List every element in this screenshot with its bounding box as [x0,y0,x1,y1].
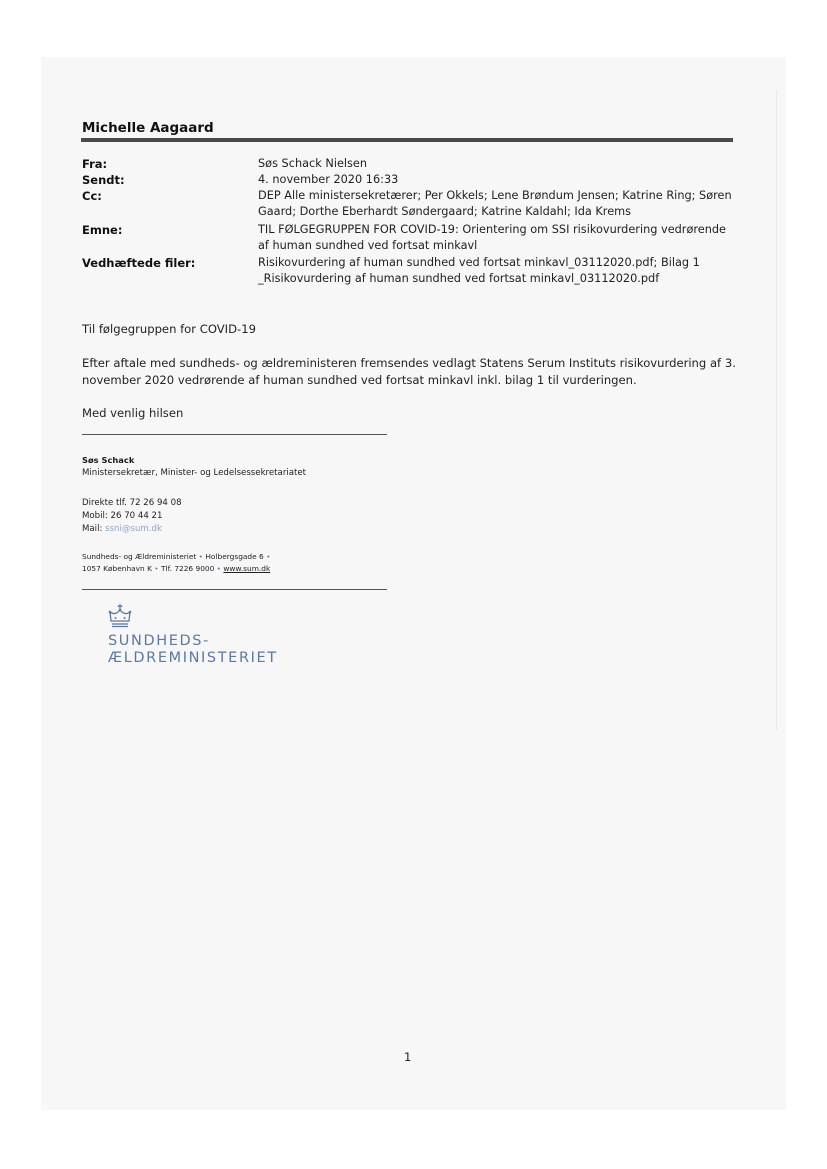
ministry-phone: Tlf. 7226 9000 [161,564,215,573]
signature-phone-mobile: Mobil: 26 70 44 21 [82,511,163,521]
sent-label: Sendt: [82,173,125,187]
street-address: Holbergsgade 6 [205,552,264,561]
bullet-icon: • [266,552,271,561]
attachments-label: Vedhæftede filer: [82,256,196,270]
logo-line-1: SUNDHEDS- [108,633,210,649]
signature-separator-bottom [82,589,387,590]
attachments-value-line-1: Risikovurdering af human sundhed ved fortsat minkavl_03112020.pdf; Bilag 1 [258,256,700,269]
scan-edge-line [776,90,777,730]
signature-title: Ministersekretær, Minister- og Ledelsessekretariatet [82,468,307,478]
cc-value-line-1: DEP Alle ministersekretærer; Per Okkels; Lene Brøndum Jensen; Katrine Ring; Søren [258,189,732,202]
from-label: Fra: [82,157,108,171]
bullet-icon: • [154,564,159,573]
signature-mail-label: Mail: [82,524,103,534]
title-rule [81,138,733,142]
subject-value-line-1: TIL FØLGEGRUPPEN FOR COVID-19: Orientering om SSI risikovurdering vedrørende [258,223,726,236]
from-value: Søs Schack Nielsen [258,157,368,170]
closing: Med venlig hilsen [82,406,184,420]
signature-address-line-1 [82,551,270,563]
subject-value-line-2: af human sundhed ved fortsat minkavl [258,239,478,252]
ministry-name: Sundheds- og Ældreministeriet [82,552,197,561]
body-paragraph-line-2: november 2020 vedrørende af human sundhed ved fortsat minkavl inkl. bilag 1 til vurderingen. [82,373,637,387]
bullet-icon: • [216,564,222,573]
signature-separator-top [82,434,387,435]
signature-address-line-2 [82,563,270,575]
document-owner-name: Michelle Aagaard [82,120,214,136]
cc-label: Cc: [82,189,102,203]
subject-label: Emne: [82,223,123,237]
website-link[interactable]: www.sum.dk [223,564,271,573]
sent-value: 4. november 2020 16:33 [258,173,399,186]
signature-name: Søs Schack [82,455,135,465]
page-number: 1 [404,1050,412,1064]
signature-mail [82,523,162,536]
bullet-icon: • [198,552,204,561]
attachments-value-line-2: _Risikovurdering af human sundhed ved fortsat minkavl_03112020.pdf [258,272,660,285]
cc-value-line-2: Gaard; Dorthe Eberhardt Søndergaard; Katrine Kaldahl; Ida Krems [258,205,632,218]
signature-mail-link[interactable]: ssni@sum.dk [105,524,162,534]
body-paragraph-line-1: Efter aftale med sundheds- og ældreministeren fremsendes vedlagt Statens Serum Instituts risikovurdering af 3. [82,356,736,370]
greeting: Til følgegruppen for COVID-19 [82,322,256,336]
city-address: 1057 København K [82,564,152,573]
logo-line-2: ÆLDREMINISTERIET [108,650,278,666]
crown-icon [107,603,133,629]
signature-phone-direct: Direkte tlf. 72 26 94 08 [82,498,182,508]
